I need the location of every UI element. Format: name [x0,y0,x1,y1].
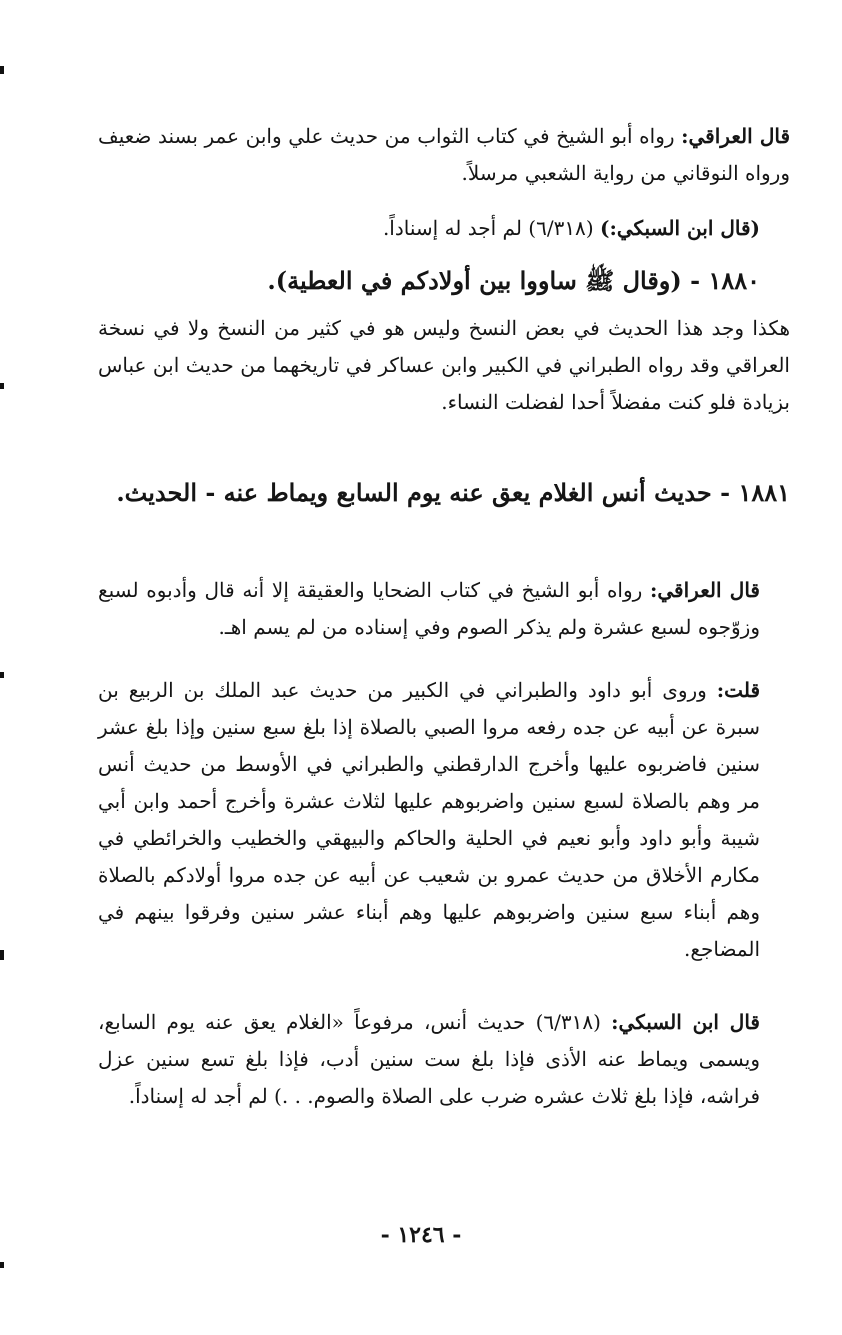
paragraph-label: قال العراقي: [650,578,760,602]
paragraph-subki-1 [98,210,760,247]
hadith-text: حديث أنس الغلام يعق عنه يوم السابع ويماط عنه - الحديث. [116,478,721,507]
hadith-number: ١٨٨٠ - [690,266,760,295]
paragraph-text: رواه أبو الشيخ في كتاب الثواب من حديث علي وابن عمر بسند ضعيف ورواه النوقاني من رواية الشعبي مرسلاً. [98,124,790,185]
paragraph-label: قال العراقي: [681,124,791,148]
paragraph-text: (٦/٣١٨) لم أجد له إسناداً. [382,216,600,240]
paragraph-label: (قال ابن السبكي:) [599,216,760,240]
paragraph-text: (٦/٣١٨) حديث أنس، مرفوعاً «الغلام يعق عنه يوم السابع، ويسمى ويماط عنه الأذى فإذا بلغ ست سنين أدب، فإذا بلغ تسع سنين عزل فراشه، فإذا بلغ ثلاث عشره ضرب على الصلاة والصوم. . .) لم أجد له إسناداً. [98,1010,760,1108]
paragraph-note [98,310,790,421]
paragraph-text: رواه أبو الشيخ في كتاب الضحايا والعقيقة إلا أنه قال وأدبوه لسبع وزوّجوه لسبع عشرة ولم يذكر الصوم وفي إسناده من لم يسم اهـ. [98,578,760,639]
hadith-entry-1881 [98,468,790,518]
page-number: - ١٢٤٦ - [380,1222,462,1248]
paragraph-text: وروى أبو داود والطبراني في الكبير من حديث عبد الملك بن الربيع بن سبرة عن أبيه عن جده رفعه مروا الصبي بالصلاة إذا بلغ سبع سنين وإذا بلغ عشر سنين فاضربوه عليها وأخرج الدارقطني والطبراني في الأوسط من حديث أنس مر وهم بالصلاة لسبع سنين واضربوهم عليها لثلاث عشرة وأخرج أحمد وابن أبي شيبة وأبو داود وأبو نعيم في الحلية والحاكم والبيهقي والخطيب والخرائطي في مكارم الأخلاق من حديث عمرو بن شعيب عن أبيه عن جده مروا أولادكم بالصلاة وهم أبناء سبع سنين واضربوهم عليها وهم أبناء عشر سنين وفرقوا بينهم في المضاجع. [98,678,760,961]
paragraph-text: هكذا وجد هذا الحديث في بعض النسخ وليس هو في كثير من النسخ ولا في نسخة العراقي وقد رواه الطبراني في الكبير وابن عساكر في تاريخهما من حديث ابن عباس بزيادة فلو كنت مفضلاً أحدا لفضلت النساء. [98,316,790,414]
paragraph-subki-2 [98,1004,760,1115]
paragraph-iraqi-1 [98,118,790,192]
scan-edge-mark [0,66,4,74]
hadith-entry-1880 [98,256,760,306]
scan-edge-mark [0,672,4,678]
scan-edge-mark [0,383,4,389]
paragraph-label: قلت: [716,678,760,702]
hadith-text: (وقال ﷺ ساووا بين أولادكم في العطية). [267,266,691,295]
scan-edge-mark [0,1262,4,1268]
paragraph-iraqi-2 [98,572,760,646]
paragraph-label: قال ابن السبكي: [611,1010,760,1034]
hadith-number: ١٨٨١ - [720,478,790,507]
paragraph-qultu [98,672,760,968]
scan-edge-mark [0,950,4,960]
